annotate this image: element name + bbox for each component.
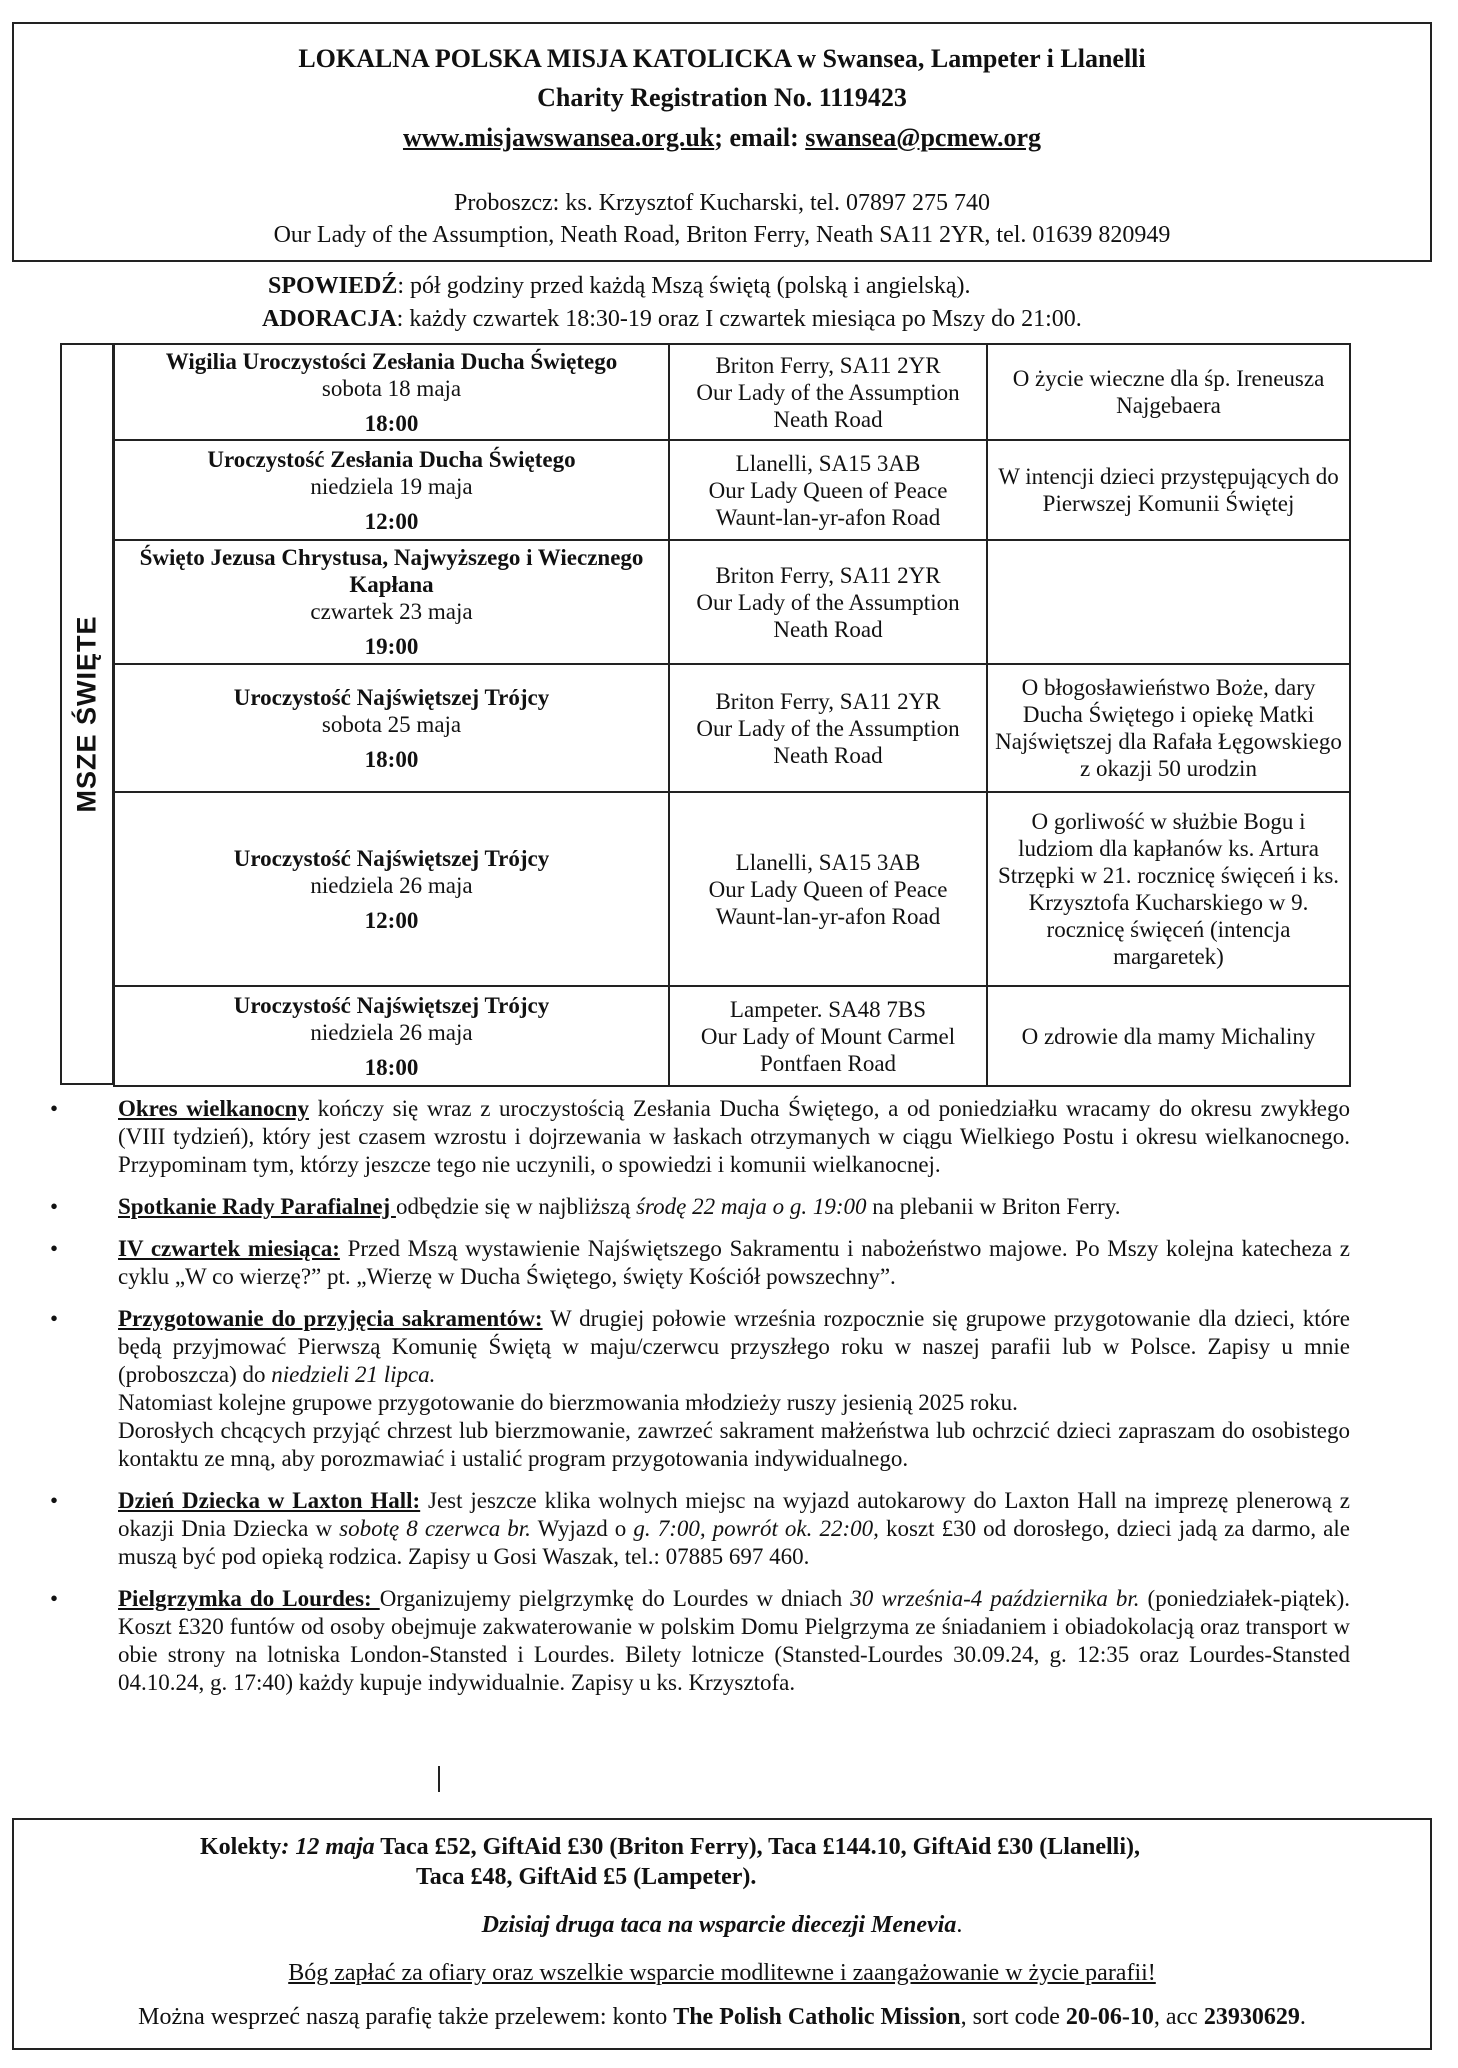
text-cursor xyxy=(438,1766,440,1792)
mass-intention: O błogosławieństwo Boże, dary Ducha Świętego i opiekę Matki Najświętszej dla Rafała Łęgowskiego z okazji 50 urodzin xyxy=(987,664,1350,792)
adoration-line xyxy=(262,306,1082,333)
email-link[interactable]: swansea@pcmew.org xyxy=(805,123,1042,152)
table-row xyxy=(60,792,1350,986)
announcement-heading: IV czwartek miesiąca: xyxy=(118,1236,340,1261)
mass-intention xyxy=(987,540,1350,664)
adoration-text: : każdy czwartek 18:30-19 oraz I czwartek miesiąca po Mszy do 21:00. xyxy=(396,306,1082,332)
footer-box xyxy=(12,1818,1432,2050)
list-item: • Dzień Dziecka w Laxton Hall: Jest jeszcze klika wolnych miejsc na wyjazd autokarowy do Laxton Hall na imprezę plenerową z okazji Dnia Dziecka w sobotę 8 czerwca br. Wyjazd o g. 7:00, powrót ok. 22:00, koszt £30 od dorosłego, dzieci jadą za darmo, ale muszą być pod opieką rodzica. Zapisy u Gosi Waszak, tel.: 07885 697 460. xyxy=(50,1488,1350,1569)
announcement-heading: Przygotowanie do przyjęcia sakramentów: xyxy=(118,1306,543,1331)
mass-celebration: Święto Jezusa Chrystusa, Najwyższego i Wiecznego Kapłana czwartek 23 maja 19:00 xyxy=(114,540,669,664)
confession-line xyxy=(268,273,971,300)
second-collection: Dzisiaj druga taca na wsparcie diecezji Menevia. xyxy=(481,1912,963,1938)
collection-line-2: Taca £48, GiftAid £5 (Lampeter). xyxy=(416,1864,757,1890)
bullet-mark: • xyxy=(50,1306,59,1331)
mass-location: Lampeter. SA48 7BS Our Lady of Mount Carmel Pontfaen Road xyxy=(669,986,987,1086)
mass-celebration: Wigilia Uroczystości Zesłania Ducha Świętego sobota 18 maja 18:00 xyxy=(114,344,669,440)
mass-location: Briton Ferry, SA11 2YR Our Lady of the Assumption Neath Road xyxy=(669,664,987,792)
list-item: • Pielgrzymka do Lourdes: Organizujemy pielgrzymkę do Lourdes w dniach 30 września-4 października br. (poniedziałek-piątek). Koszt £320 funtów od osoby obejmuje zakwaterowanie w polskim Domu Pielgrzyma ze śniadaniem i obiadokolacją oraz transport w obie strony na lotniska London-Stansted i Lourdes. Bilety lotnicze (Stansted-Lourdes 30.09.24, g. 12:35 oraz Lourdes-Stansted 04.10.24, g. 17:40) każdy kupuje indywidualnie. Zapisy u ks. Krzysztofa. xyxy=(50,1586,1350,1695)
mission-title: LOKALNA POLSKA MISJA KATOLICKA w Swansea, Lampeter i Llanelli xyxy=(298,44,1146,73)
announcement-heading: Okres wielkanocny xyxy=(118,1096,309,1121)
website-link[interactable]: www.misjawswansea.org.uk xyxy=(402,123,715,152)
bullet-mark: • xyxy=(50,1194,59,1219)
thanks-note: Bóg zapłać za ofiary oraz wszelkie wsparcie modlitewne i zaangażowanie w życie parafii! xyxy=(288,1960,1156,1986)
mass-celebration: Uroczystość Najświętszej Trójcy sobota 25 maja 18:00 xyxy=(114,664,669,792)
collection-line-1: Kolekty: 12 maja Taca £52, GiftAid £30 (Briton Ferry), Taca £144.10, GiftAid £30 (Llanelli), xyxy=(200,1834,1140,1860)
mass-location: Llanelli, SA15 3AB Our Lady Queen of Peace Waunt-lan-yr-afon Road xyxy=(669,440,987,540)
confession-text: : pół godziny przed każdą Mszą świętą (polską i angielską). xyxy=(397,273,971,299)
mass-intention: O gorliwość w służbie Bogu i ludziom dla kapłanów ks. Artura Strzępki w 21. rocznicę święceń i ks. Krzysztofa Kucharskiego w 9. rocznicę święceń (intencja margaretek) xyxy=(987,792,1350,986)
table-row xyxy=(60,986,1350,1086)
church-address: Our Lady of the Assumption, Neath Road, Briton Ferry, Neath SA11 2YR, tel. 01639 820949 xyxy=(273,222,1171,248)
mass-celebration: Uroczystość Najświętszej Trójcy niedziela 26 maja 18:00 xyxy=(114,986,669,1086)
email-label: ; email: xyxy=(714,123,806,152)
bullet-mark: • xyxy=(50,1586,59,1611)
list-item: • IV czwartek miesiąca: Przed Mszą wystawienie Najświętszego Sakramentu i nabożeństwo majowe. Po Mszy kolejna katecheza z cyklu „W co wierzę?” pt. „Wierzę w Ducha Świętego, święty Kościół powszechny”. xyxy=(50,1236,1350,1289)
mass-intention: O zdrowie dla mamy Michaliny xyxy=(987,986,1350,1086)
mass-location: Briton Ferry, SA11 2YR Our Lady of the Assumption Neath Road xyxy=(669,344,987,440)
table-row xyxy=(60,664,1350,792)
charity-registration: Charity Registration No. 1119423 xyxy=(537,83,907,112)
header-box xyxy=(12,22,1432,262)
table-row xyxy=(60,540,1350,664)
list-item: • Spotkanie Rady Parafialnej odbędzie się w najbliższą środę 22 maja o g. 19:00 na plebanii w Briton Ferry. xyxy=(50,1194,1121,1219)
announcements-list xyxy=(50,1095,1350,1711)
mass-intention: O życie wieczne dla śp. Ireneusza Najgebaera xyxy=(987,344,1350,440)
mass-celebration: Uroczystość Zesłania Ducha Świętego niedziela 19 maja 12:00 xyxy=(114,440,669,540)
announcement-heading: Spotkanie Rady Parafialnej xyxy=(118,1194,396,1219)
priest-info: Proboszcz: ks. Krzysztof Kucharski, tel. 07897 275 740 xyxy=(454,190,990,216)
list-item: • Okres wielkanocny kończy się wraz z uroczystością Zesłania Ducha Świętego, a od poniedziałku wracamy do okresu zwykłego (VIII tydzień), który jest czasem wzrostu i dojrzewania w łaskach otrzymanych w ciągu Wielkiego Postu i okresu wielkanocnego. Przypominam tym, którzy jeszcze tego nie uczynili, o spowiedzi i komunii wielkanocnej. xyxy=(50,1096,1350,1177)
bullet-mark: • xyxy=(50,1096,59,1121)
announcement-heading: Pielgrzymka do Lourdes: xyxy=(118,1586,380,1611)
bank-transfer-info: Można wesprzeć naszą parafię także przelewem: konto The Polish Catholic Mission, sort code 20-06-10, acc 23930629. xyxy=(138,2004,1306,2030)
contact-line xyxy=(14,123,1430,153)
bullet-mark: • xyxy=(50,1236,59,1261)
announcement-heading: Dzień Dziecka w Laxton Hall: xyxy=(118,1488,421,1513)
table-row xyxy=(60,344,1350,440)
adoration-label: ADORACJA xyxy=(262,306,397,332)
table-row xyxy=(60,440,1350,540)
mass-schedule-table xyxy=(60,343,1351,1087)
mass-intention: W intencji dzieci przystępujących do Pierwszej Komunii Świętej xyxy=(987,440,1350,540)
confession-label: SPOWIEDŹ xyxy=(268,273,398,299)
mass-location: Briton Ferry, SA11 2YR Our Lady of the Assumption Neath Road xyxy=(669,540,987,664)
masses-side-text: MSZE ŚWIĘTE xyxy=(71,615,102,813)
mass-location: Llanelli, SA15 3AB Our Lady Queen of Peace Waunt-lan-yr-afon Road xyxy=(669,792,987,986)
list-item: • Przygotowanie do przyjęcia sakramentów: W drugiej połowie września rozpocznie się grupowe przygotowanie dla dzieci, które będą przyjmować Pierwszą Komunię Świętą w maju/czerwcu przyszłego roku w naszej parafii lub w Polsce. Zapisy u mnie (proboszcza) do niedzieli 21 lipca. Natomiast kolejne grupowe przygotowanie do bierzmowania młodzieży ruszy jesienią 2025 roku. Dorosłych chcących przyjąć chrzest lub bierzmowanie, zawrzeć sakrament małżeństwa lub ochrzcić dzieci zapraszam do osobistego kontaktu ze mną, aby porozmawiać i ustalić program przygotowania indywidualnego. xyxy=(50,1306,1350,1471)
bullet-mark: • xyxy=(50,1488,59,1513)
mass-celebration: Uroczystość Najświętszej Trójcy niedziela 26 maja 12:00 xyxy=(114,792,669,986)
